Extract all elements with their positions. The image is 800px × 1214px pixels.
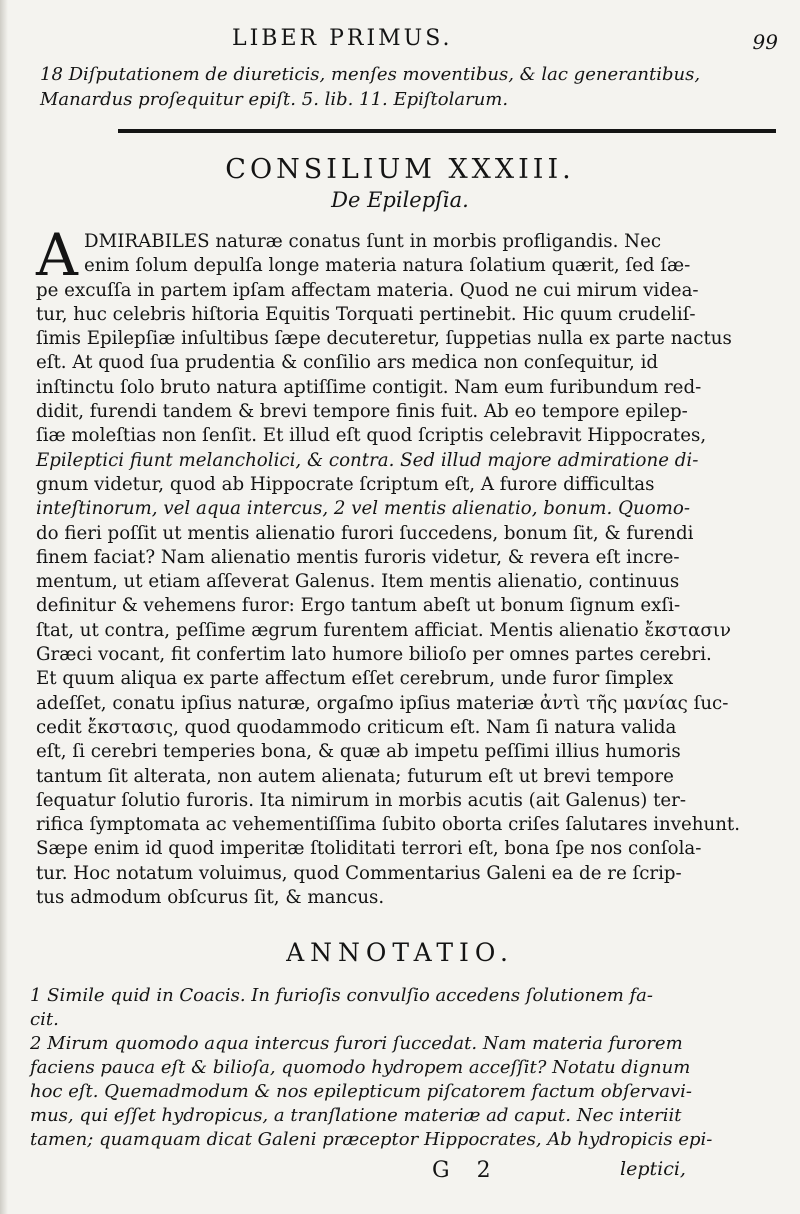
body-line: didit, furendi tandem & brevi tempore finis fuit. Ab eo tempore epilep- — [36, 401, 688, 423]
body-line: cedit ἔκστασις, quod quodammodo criticum eſt. Nam ſi natura valida — [36, 716, 677, 738]
body-line: eſt. At quod ſua prudentia & conſilio ars medica non conſequitur, id — [36, 352, 659, 374]
header-rule — [118, 129, 776, 133]
body-line: Epileptici fiunt melancholici, & contra. Sed illud majore admiratione di- — [36, 449, 699, 471]
page-number: 99 — [752, 30, 778, 54]
body-line: gnum videtur, quod ab Hippocrate ſcriptum eſt, A furore difficultas — [36, 473, 655, 495]
body-line: ſequatur ſolutio furoris. Ita nimirum in morbis acutis (ait Galenus) ter- — [36, 789, 687, 811]
body-line: DMIRABILES naturæ conatus ſunt in morbis profligandis. Nec — [84, 231, 662, 252]
note-line: hoc eſt. Quemadmodum & nos epilepticum piſcatorem factum obſervavi- — [30, 1081, 692, 1102]
drop-cap: A — [36, 221, 78, 289]
annotatio-notes — [30, 984, 778, 1152]
running-title: LIBER PRIMUS. — [232, 26, 453, 51]
body-line: Et quum aliqua ex parte affectum eſſet cerebrum, unde furor ſimplex — [36, 668, 674, 690]
body-line: Græci vocant, fit confertim lato humore bilioſo per omnes partes cerebri. — [36, 644, 712, 666]
body-line: inſtinctu ſolo bruto natura aptiſſime contigit. Nam eum furibundum red- — [36, 376, 702, 398]
consilium-title: CONSILIUM XXXIII. — [225, 154, 575, 185]
body-line: tantum ſit alterata, non autem alienata; futurum eſt ut brevi tempore — [36, 765, 674, 787]
body-line: adeſſet, conatu ipſius naturæ, orgaſmo ipſius materiæ ἀντὶ τῆς μανίας ſuc- — [36, 692, 729, 714]
annotatio-title: ANNOTATIO. — [286, 938, 514, 967]
body-line: mentum, ut etiam aſſeverat Galenus. Item mentis alienatio, continuus — [36, 571, 680, 593]
body-line: do fieri poſſit ut mentis alienatio furori ſuccedens, bonum ſit, & furendi — [36, 522, 694, 544]
note-line: 1 Simile quid in Coacis. In furioſis convulſio accedens ſolutionem fa- — [30, 985, 653, 1006]
body-line: inteſtinorum, vel aqua intercus, 2 vel mentis alienatio, bonum. Quomo- — [36, 498, 691, 520]
body-line: tus admodum obſcurus ſit, & mancus. — [36, 887, 385, 909]
note-line: faciens pauca eſt & bilioſa, quomodo hydropem acceſſit? Notatu dignum — [30, 1057, 691, 1078]
note-line: mus, qui eſſet hydropicus, a tranſlatione materiæ ad caput. Nec interiit — [30, 1105, 682, 1126]
body-line: ſiæ moleſtias non ſenſit. Et illud eſt quod ſcriptis celebravit Hippocrates, — [36, 425, 707, 447]
consilium-body — [36, 230, 778, 910]
body-line: eſt, ſi cerebri temperies bona, & quæ ab impetu peſſimi illius humoris — [36, 741, 681, 763]
body-line: enim ſolum depulſa longe materia natura ſolatium quærit, ſed ſæ- — [84, 255, 691, 277]
body-line: tur. Hoc notatum voluimus, quod Commentarius Galeni ea de re ſcrip- — [36, 862, 682, 884]
body-line: pe excuſſa in partem ipſam affectam materia. Quod ne cui mirum videa- — [36, 279, 699, 301]
note-line: 2 Mirum quomodo aqua intercus furori ſuccedat. Nam materia furorem — [30, 1033, 683, 1054]
body-line: ſimis Epilepſiæ inſultibus ſæpe decuteretur, ſuppetias nulla ex parte nactus — [36, 328, 732, 350]
body-line: ſtat, ut contra, peſſime ægrum furentem afficiat. Mentis alienatio ἔκστασιν — [36, 619, 731, 641]
body-line: tur, huc celebris hiſtoria Equitis Torquati pertinebit. Hic quum crudeliſ- — [36, 303, 696, 325]
catchword: leptici, — [620, 1158, 686, 1180]
carryover-footnote: 18 Diſputationem de diureticis, menſes moventibus, & lac generantibus, Manardus proſequitur epiſt. 5. lib. 11. Epiſtolarum. — [40, 64, 701, 110]
signature-mark: G 2 — [432, 1158, 501, 1183]
note-line: cit. — [30, 1009, 59, 1030]
body-line: Sæpe enim id quod imperitæ ſtoliditati terrori eſt, bona ſpe nos conſola- — [36, 838, 702, 860]
note-line: tamen; quamquam dicat Galeni præceptor Hippocrates, Ab hydropicis epi- — [30, 1129, 713, 1150]
body-line: finem faciat? Nam alienatio mentis furoris videtur, & revera eſt incre- — [36, 546, 680, 568]
body-line: definitur & vehemens furor: Ergo tantum abeſt ut bonum ſignum exſi- — [36, 595, 681, 617]
consilium-subtitle: De Epilepſia. — [331, 188, 469, 212]
body-line: rifica ſymptomata ac vehementiſſima ſubito oborta criſes ſalutares invehunt. — [36, 814, 741, 836]
